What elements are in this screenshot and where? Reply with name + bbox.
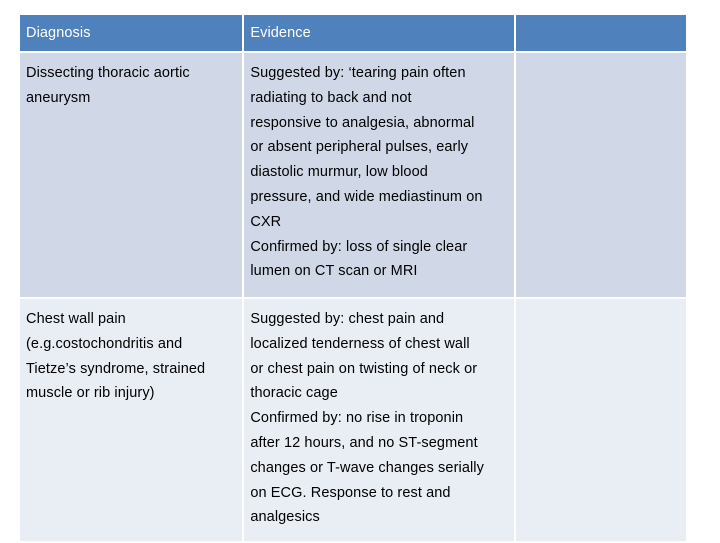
table-header-row [20,15,686,51]
cell-diagnosis: Chest wall pain (e.g.costochondritis and Tietze’s syndrome, strained muscle or rib injury) [20,299,242,541]
header-evidence: Evidence [244,15,514,51]
cell-empty [516,299,686,541]
diagnosis-table [18,13,688,543]
cell-evidence: Suggested by: chest pain and localized tenderness of chest wall or chest pain on twisting of neck or thoracic cage Confirmed by: no rise in troponin after 12 hours, and no ST-segment changes or T-wave changes serially on ECG. Response to rest and analgesics [244,299,514,541]
cell-diagnosis: Dissecting thoracic aortic aneurysm [20,53,242,297]
table-row [20,299,686,541]
table-row [20,53,686,297]
header-empty [516,15,686,51]
cell-evidence: Suggested by: ‘tearing pain often radiating to back and not responsive to analgesia, abnormal or absent peripheral pulses, early diastolic murmur, low blood pressure, and wide mediastinum on CXR Confirmed by: loss of single clear lumen on CT scan or MRI [244,53,514,297]
cell-empty [516,53,686,297]
header-diagnosis: Diagnosis [20,15,242,51]
diagnosis-table-container [20,15,690,541]
